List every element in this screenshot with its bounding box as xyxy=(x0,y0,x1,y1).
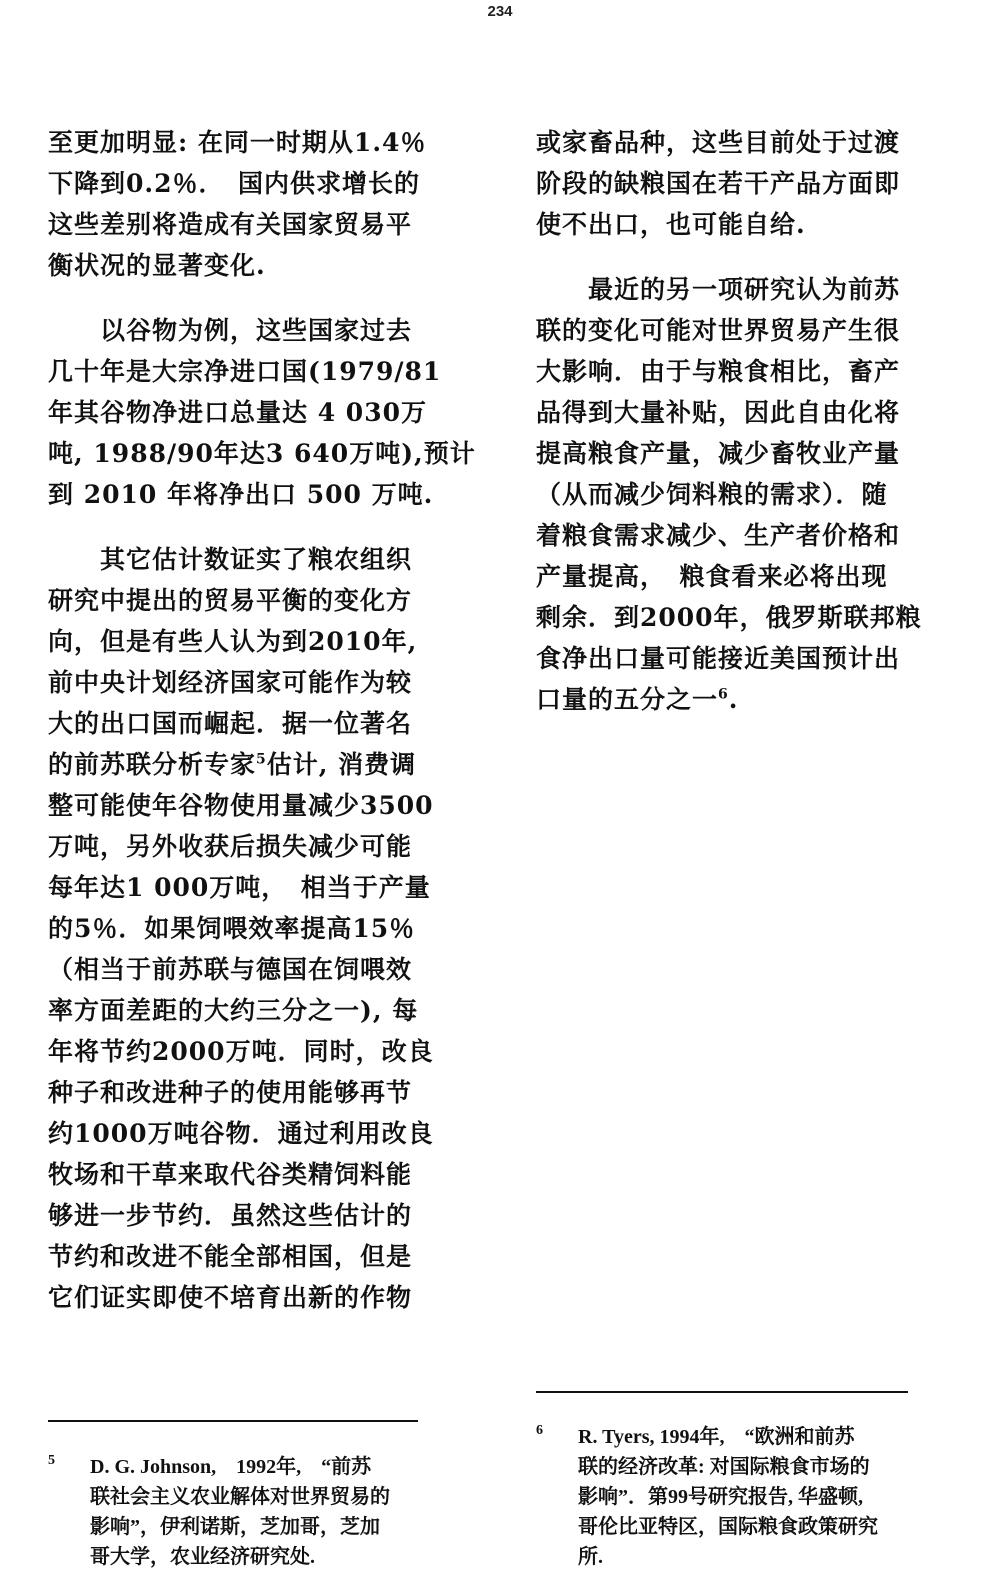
page-number: 234 xyxy=(487,3,513,20)
footnote-line: 哥伦比亚特区，国际粮食政策研究 xyxy=(578,1516,878,1538)
text-line: 这些差别将造成有关国家贸易平 xyxy=(48,210,413,239)
text-line: 它们证实即使不培育出新的作物 xyxy=(48,1283,413,1312)
footnote-line: 联的经济改革: 对国际粮食市场的 xyxy=(578,1456,870,1478)
text-line: 品得到大量补贴，因此自由化将 xyxy=(536,398,901,427)
text-line: （相当于前苏联与德国在饲喂效 xyxy=(48,955,413,984)
footnote-line: 哥大学，农业经济研究处. xyxy=(90,1546,315,1568)
text-line: （从而减少饲料粮的需求）．随 xyxy=(536,480,888,509)
left-column xyxy=(48,122,476,1318)
footnote-reference[interactable]: 5 xyxy=(256,751,267,768)
text-line: 大影响．由于与粮食相比，畜产 xyxy=(536,357,901,386)
text-line: 万吨，另外收获后损失减少可能 xyxy=(48,832,413,861)
text-segment: . xyxy=(728,685,739,714)
text-line: 剩余．到2000年，俄罗斯联邦粮 xyxy=(536,603,922,632)
text-line: 年将节约2000万吨．同时，改良 xyxy=(48,1037,434,1066)
text-line: 大的出口国而崛起．据一位著名 xyxy=(48,709,413,738)
paragraph xyxy=(48,310,476,515)
text-line: 或家畜品种，这些目前处于过渡 xyxy=(536,128,901,157)
text-line xyxy=(48,744,448,785)
footnote-line: D. G. Johnson, 1992年, “前苏 xyxy=(90,1456,372,1478)
text-line: 阶段的缺粮国在若干产品方面即 xyxy=(536,169,901,198)
text-segment: 口量的五分之一 xyxy=(536,685,719,714)
text-line: 衡状况的显著变化. xyxy=(48,251,266,280)
text-line: 联的变化可能对世界贸易产生很 xyxy=(536,316,901,345)
text-line: 使不出口，也可能自给. xyxy=(536,210,806,239)
footnote-line: 所. xyxy=(578,1546,603,1568)
footnote-mark: 6 xyxy=(536,1423,543,1438)
footnote-line: 影响”，伊利诺斯，芝加哥，芝加 xyxy=(90,1516,380,1538)
text-line: 着粮食需求减少、生产者价格和 xyxy=(536,521,901,550)
text-line: 最近的另一项研究认为前苏 xyxy=(588,275,901,304)
footnote-reference[interactable]: 6 xyxy=(718,686,729,703)
text-segment: 的前苏联分析专家 xyxy=(48,750,257,779)
text-line: 率方面差距的大约三分之一), 每 xyxy=(48,996,419,1025)
right-column xyxy=(536,122,936,720)
paragraph xyxy=(48,122,448,286)
footnote-divider xyxy=(48,1420,418,1422)
text-line: 提高粮食产量，减少畜牧业产量 xyxy=(536,439,901,468)
text-line: 牧场和干草来取代谷类精饲料能 xyxy=(48,1160,413,1189)
footnote-line: 联社会主义农业解体对世界贸易的 xyxy=(90,1486,390,1508)
text-line xyxy=(536,679,936,720)
paragraph xyxy=(536,269,936,720)
text-line: 够进一步节约．虽然这些估计的 xyxy=(48,1201,413,1230)
text-line: 年其谷物净进口总量达 4 030万 xyxy=(48,398,427,427)
text-line: 几十年是大宗净进口国(1979/81 xyxy=(48,357,442,386)
text-line: 下降到0.2％． 国内供求增长的 xyxy=(48,169,420,198)
footnote-line: R. Tyers, 1994年, “欧洲和前苏 xyxy=(578,1426,855,1448)
text-line: 整可能使年谷物使用量减少3500 xyxy=(48,791,434,820)
footnote-divider xyxy=(536,1391,908,1393)
footnote-mark: 5 xyxy=(48,1453,55,1468)
text-line: 约1000万吨谷物．通过利用改良 xyxy=(48,1119,434,1148)
text-line: 的5％．如果饲喂效率提高15％ xyxy=(48,914,416,943)
text-line: 每年达1 000万吨， 相当于产量 xyxy=(48,873,431,902)
paragraph xyxy=(48,539,448,1318)
text-line: 种子和改进种子的使用能够再节 xyxy=(48,1078,413,1107)
text-line: 至更加明显: 在同一时期从1.4％ xyxy=(48,128,427,157)
footnote-line: 影响”．第99号研究报告, 华盛顿, xyxy=(578,1486,863,1508)
text-line: 向，但是有些人认为到2010年, xyxy=(48,627,418,656)
text-line: 吨, 1988/90年达3 640万吨),预计 xyxy=(48,439,476,468)
text-line: 前中央计划经济国家可能作为较 xyxy=(48,668,413,697)
text-line: 其它估计数证实了粮农组织 xyxy=(100,545,413,574)
text-line: 节约和改进不能全部相国，但是 xyxy=(48,1242,413,1271)
text-line: 研究中提出的贸易平衡的变化方 xyxy=(48,586,413,615)
text-line: 以谷物为例，这些国家过去 xyxy=(100,316,413,345)
text-segment: 估计, 消费调 xyxy=(266,750,417,779)
text-line: 到 2010 年将净出口 500 万吨. xyxy=(48,480,434,509)
text-line: 食净出口量可能接近美国预计出 xyxy=(536,644,901,673)
text-line: 产量提高， 粮食看来必将出现 xyxy=(536,562,888,591)
footnote xyxy=(48,1452,448,1572)
paragraph xyxy=(536,122,936,245)
footnote xyxy=(536,1422,946,1572)
